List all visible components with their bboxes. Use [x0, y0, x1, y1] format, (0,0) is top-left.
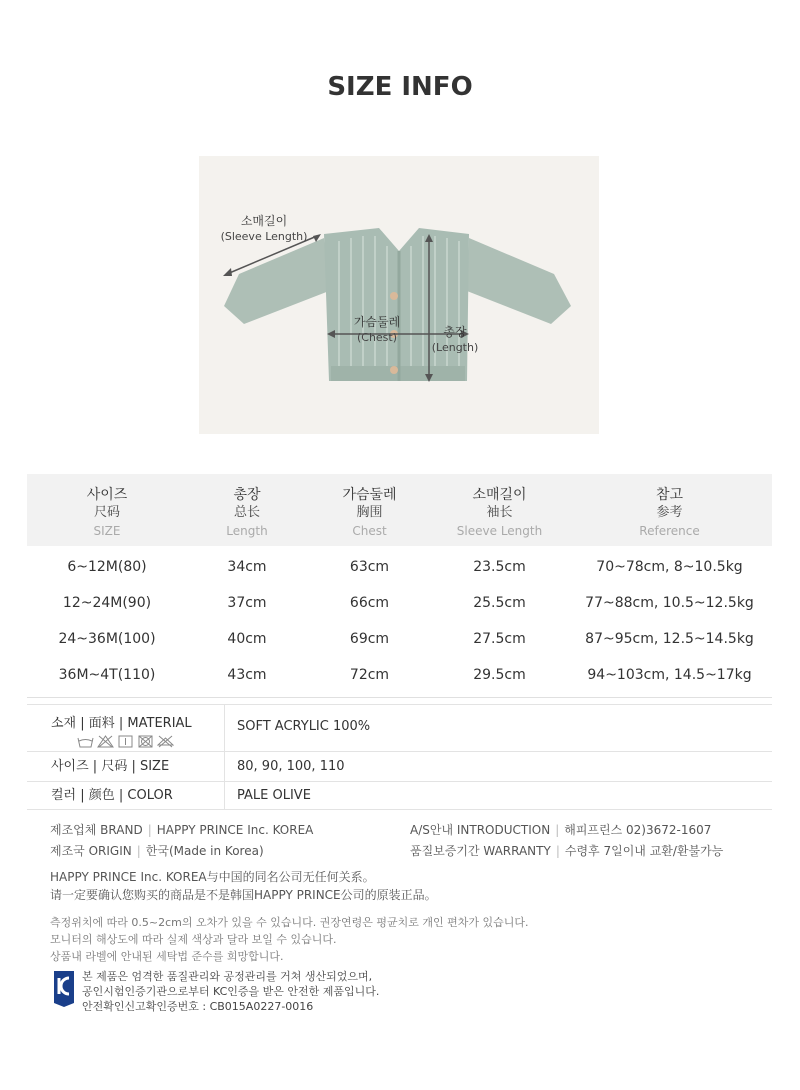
- material-value: SOFT ACRYLIC 100%: [237, 719, 371, 734]
- authenticity-notice: HAPPY PRINCE Inc. KOREA与中国的同名公司无任何关系。 请一定要确认您购买的商品是不是韩国HAPPY PRINCE公司的原装正品。: [50, 870, 437, 902]
- button: [390, 366, 398, 374]
- care-icons: [51, 735, 224, 748]
- length-label-ko: 총장: [443, 325, 467, 339]
- dry-flat-icon: [117, 735, 134, 748]
- button: [390, 292, 398, 300]
- table-row: 36M~4T(110) 43cm 72cm 29.5cm 94~103cm, 14.5~17kg: [58, 667, 752, 683]
- header-reference: 참고 参考 Reference: [639, 487, 700, 538]
- size-table: [27, 474, 772, 698]
- header-size: 사이즈 尺码 SIZE: [86, 487, 128, 538]
- size-row: [27, 752, 772, 782]
- color-label: 컬러 | 颜色 | COLOR: [27, 782, 225, 809]
- material-row: [27, 704, 772, 752]
- chest-label-en: (Chest): [356, 331, 398, 344]
- size-value: 80, 90, 100, 110: [237, 759, 345, 774]
- size-table-header: [27, 474, 772, 546]
- kc-certification-text: 본 제품은 엄격한 품질관리와 공정관리를 거쳐 생산되었으며, 공인시험인증기관으로부터 KC인증을 받은 안전한 제품입니다. 안전확인신고확인증번호 : CB015A0227-0016: [82, 970, 380, 1013]
- warranty-info: 품질보증기간 WARRANTY | 수령후 7일이내 교환/환불가능: [410, 844, 724, 858]
- hand-wash-icon: [77, 735, 94, 748]
- kc-certification-icon: [50, 969, 78, 1009]
- header-length: 총장 总长 Length: [226, 487, 268, 538]
- header-chest: 가슴둘레 胸围 Chest: [342, 487, 397, 538]
- color-value: PALE OLIVE: [237, 788, 311, 803]
- sleeve-label-ko: 소매길이: [240, 214, 288, 228]
- no-bleach-icon: [97, 735, 114, 748]
- no-dry-clean-icon: [157, 735, 174, 748]
- origin-info: 제조국 ORIGIN | 한국(Made in Korea): [50, 844, 264, 858]
- sleeve-label-en: (Sleeve Length): [220, 230, 308, 243]
- fine-print: 측정위치에 따라 0.5~2cm의 오차가 있을 수 있습니다. 권장연령은 평균치로 개인 편차가 있습니다. 모니터의 해상도에 따라 실제 색상과 달라 보일 수 있습니다. 상품내 라벨에 안내된 세탁법 준수를 희망합니다.: [50, 916, 529, 963]
- chest-label-ko: 가슴둘레: [353, 315, 401, 329]
- page-title: SIZE INFO: [327, 72, 473, 102]
- table-row: 12~24M(90) 37cm 66cm 25.5cm 77~88cm, 10.5~12.5kg: [62, 595, 754, 611]
- no-tumble-dry-icon: [137, 735, 154, 748]
- table-row: 24~36M(100) 40cm 69cm 27.5cm 87~95cm, 12.5~14.5kg: [58, 631, 754, 647]
- product-photo: [199, 156, 599, 434]
- table-row: 6~12M(80) 34cm 63cm 23.5cm 70~78cm, 8~10.5kg: [67, 559, 743, 575]
- length-label-en: (Length): [431, 341, 479, 354]
- header-sleeve: 소매길이 袖长 Sleeve Length: [456, 487, 543, 538]
- brand-info: 제조업체 BRAND | HAPPY PRINCE Inc. KOREA: [50, 823, 314, 837]
- size-label: 사이즈 | 尺码 | SIZE: [27, 752, 225, 781]
- cardigan-illustration: [199, 156, 599, 434]
- as-info: A/S안내 INTRODUCTION | 해피프린스 02)3672-1607: [410, 823, 712, 837]
- material-label: 소재 | 面料 | MATERIAL: [51, 716, 192, 731]
- color-row: [27, 782, 772, 810]
